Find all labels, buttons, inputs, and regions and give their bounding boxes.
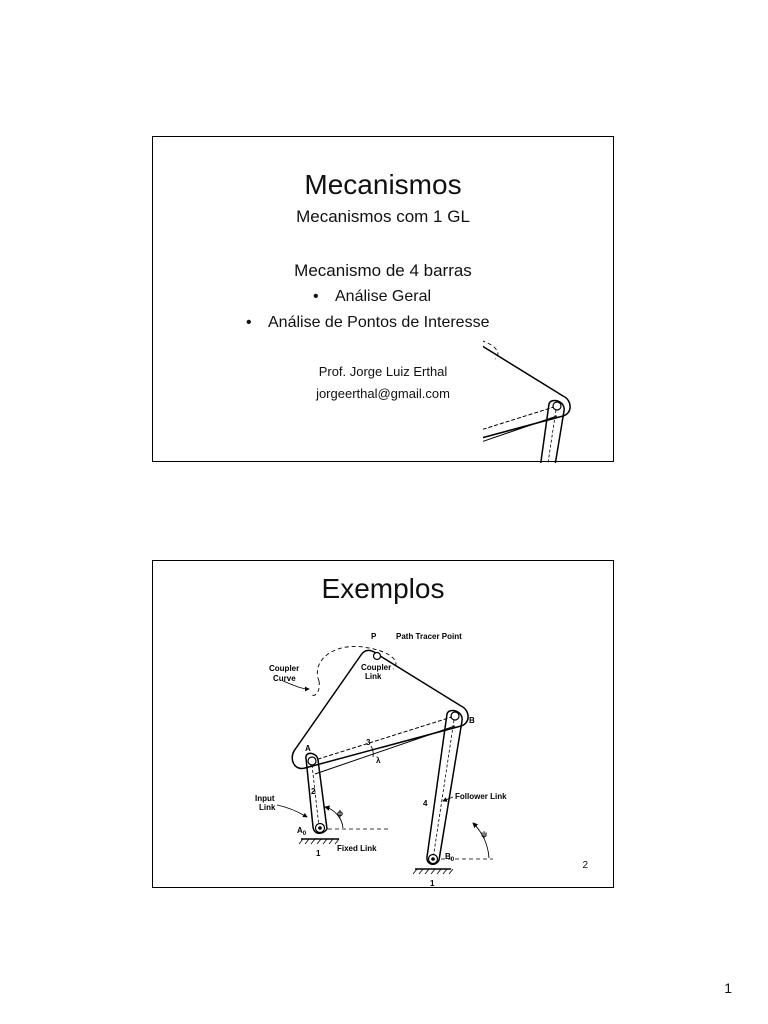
- slide-1: [152, 136, 614, 462]
- label-psi: ψ: [481, 830, 488, 839]
- slide-2: [152, 560, 614, 888]
- slide-1-subtitle: Mecanismos com 1 GL: [296, 207, 470, 226]
- label-b0: $B_0$: [445, 852, 455, 863]
- slide-1-title: Mecanismos: [304, 169, 462, 200]
- bullet-text: Análise Geral: [335, 288, 432, 305]
- page-number: 1: [724, 980, 732, 996]
- thumbnail-figure: [483, 339, 615, 463]
- label-lambda: λ: [376, 756, 381, 765]
- author-name: Prof. Jorge Luiz Erthal: [318, 364, 448, 379]
- bullet-item: [313, 288, 431, 306]
- label-a: A: [305, 744, 311, 753]
- bullet-item: [246, 314, 489, 332]
- label-coupler-curve: Curve: [273, 674, 296, 683]
- label-input-link: Input: [255, 794, 275, 803]
- label-path-tracer-point: Path Tracer Point: [396, 632, 462, 641]
- label-a0: $A_0$: [297, 826, 307, 837]
- label-p: P: [371, 632, 377, 641]
- label-link-3: 3: [366, 738, 371, 747]
- label-ground-1: 1: [430, 879, 435, 887]
- mechanism-drawing: [277, 646, 493, 874]
- bullet-symbol: •: [246, 314, 252, 331]
- slide-1-heading: Mecanismo de 4 barras: [294, 261, 472, 280]
- four-bar-linkage-thumbnail: [483, 339, 615, 463]
- slide-number: 2: [582, 860, 588, 871]
- label-b: B: [469, 716, 475, 725]
- label-link-2: 2: [311, 787, 316, 796]
- bullet-text: Análise de Pontos de Interesse: [268, 314, 490, 331]
- label-phi: ϕ: [337, 809, 343, 818]
- label-input-link: Link: [259, 803, 276, 812]
- label-ground-1: 1: [316, 849, 321, 858]
- author-email: jorgeerthal@gmail.com: [316, 386, 450, 401]
- label-coupler-link: Link: [365, 672, 382, 681]
- linkage-figure: [153, 561, 613, 887]
- label-coupler-curve: Coupler: [269, 664, 300, 673]
- four-bar-linkage-diagram: [153, 561, 613, 887]
- bullet-symbol: •: [313, 288, 319, 305]
- label-link-4: 4: [423, 799, 428, 808]
- label-coupler-link: Coupler: [361, 663, 392, 672]
- label-fixed-link: Fixed Link: [337, 844, 377, 853]
- slide-2-title: Exemplos: [321, 573, 445, 604]
- label-follower-link: Follower Link: [455, 792, 507, 801]
